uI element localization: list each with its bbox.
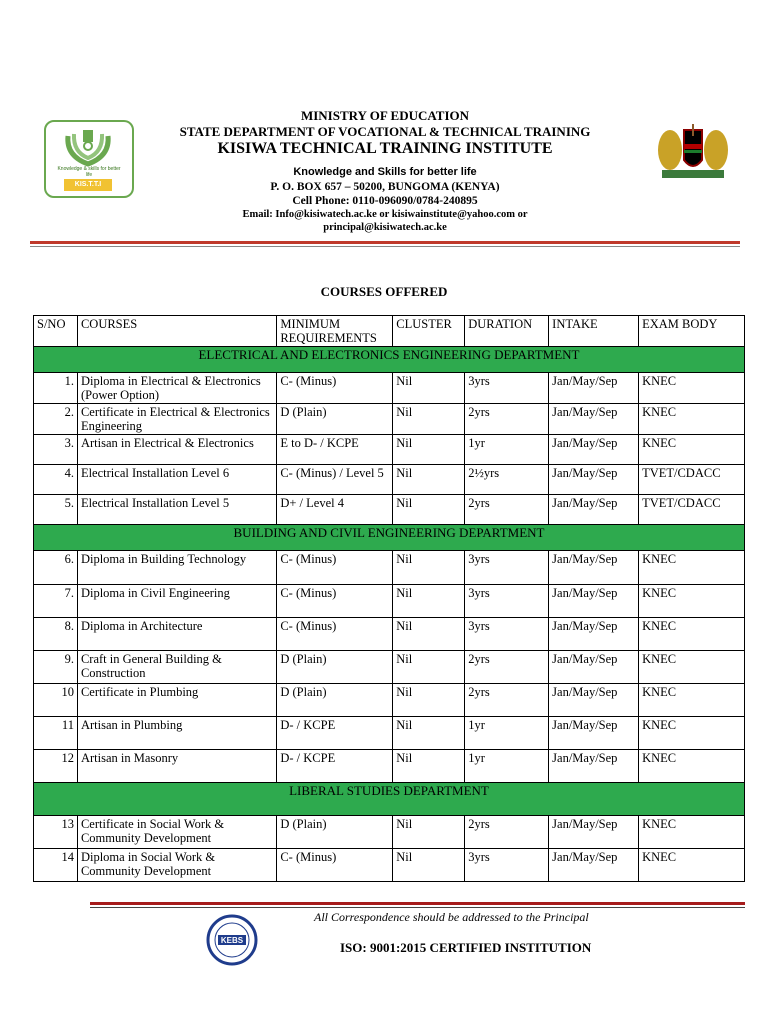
cell-cluster: Nil bbox=[393, 404, 465, 435]
cell-course: Diploma in Building Technology bbox=[77, 551, 276, 585]
slogan: Knowledge and Skills for better life bbox=[293, 166, 477, 178]
col-header-intake: INTAKE bbox=[549, 316, 639, 347]
cell-exam-body: KNEC bbox=[639, 651, 745, 684]
cell-requirement: D- / KCPE bbox=[277, 717, 393, 750]
cell-sno: 13 bbox=[34, 816, 78, 849]
col-header-requirements: MINIMUM REQUIREMENTS bbox=[277, 316, 393, 347]
cell-sno: 9. bbox=[34, 651, 78, 684]
table-row bbox=[34, 651, 745, 684]
cell-duration: 2yrs bbox=[465, 816, 549, 849]
cell-duration: 3yrs bbox=[465, 618, 549, 651]
cell-cluster: Nil bbox=[393, 585, 465, 618]
cell-cluster: Nil bbox=[393, 373, 465, 404]
cell-intake: Jan/May/Sep bbox=[549, 435, 639, 465]
state-department-title: STATE DEPARTMENT OF VOCATIONAL & TECHNICAL TRAINING bbox=[179, 124, 591, 139]
cell-duration: 1yr bbox=[465, 435, 549, 465]
table-row bbox=[34, 551, 745, 585]
cell-requirement: C- (Minus) bbox=[277, 618, 393, 651]
cell-exam-body: KNEC bbox=[639, 373, 745, 404]
cell-requirement: D (Plain) bbox=[277, 651, 393, 684]
cell-duration: 2yrs bbox=[465, 684, 549, 717]
cell-duration: 3yrs bbox=[465, 373, 549, 404]
cell-course: Diploma in Architecture bbox=[77, 618, 276, 651]
cell-sno: 8. bbox=[34, 618, 78, 651]
table-body bbox=[34, 347, 745, 882]
table-row bbox=[34, 618, 745, 651]
cell-cluster: Nil bbox=[393, 750, 465, 783]
cell-intake: Jan/May/Sep bbox=[549, 495, 639, 525]
courses-table bbox=[33, 315, 745, 882]
cell-cluster: Nil bbox=[393, 684, 465, 717]
cell-exam-body: KNEC bbox=[639, 816, 745, 849]
cell-cluster: Nil bbox=[393, 816, 465, 849]
cell-requirement: D (Plain) bbox=[277, 816, 393, 849]
cell-requirement: C- (Minus) / Level 5 bbox=[277, 465, 393, 495]
footer-rule-thin bbox=[90, 907, 745, 908]
email-line-2: principal@kisiwatech.ac.ke bbox=[323, 222, 447, 233]
cell-duration: 2yrs bbox=[465, 651, 549, 684]
table-row bbox=[34, 585, 745, 618]
col-header-duration: DURATION bbox=[465, 316, 549, 347]
department-name: BUILDING AND CIVIL ENGINEERING DEPARTMENT bbox=[34, 525, 745, 551]
cell-requirement: C- (Minus) bbox=[277, 551, 393, 585]
cell-duration: 1yr bbox=[465, 717, 549, 750]
table-row bbox=[34, 373, 745, 404]
cell-sno: 7. bbox=[34, 585, 78, 618]
cell-sno: 4. bbox=[34, 465, 78, 495]
cell-sno: 5. bbox=[34, 495, 78, 525]
cell-requirement: C- (Minus) bbox=[277, 585, 393, 618]
table-row bbox=[34, 849, 745, 882]
col-header-courses: COURSES bbox=[77, 316, 276, 347]
cell-duration: 2yrs bbox=[465, 404, 549, 435]
cell-duration: 2yrs bbox=[465, 495, 549, 525]
phone: Cell Phone: 0110-096090/0784-240895 bbox=[292, 195, 478, 207]
cell-intake: Jan/May/Sep bbox=[549, 373, 639, 404]
cell-cluster: Nil bbox=[393, 651, 465, 684]
cell-intake: Jan/May/Sep bbox=[549, 465, 639, 495]
cell-requirement: C- (Minus) bbox=[277, 849, 393, 882]
cell-exam-body: KNEC bbox=[639, 618, 745, 651]
cell-course: Artisan in Masonry bbox=[77, 750, 276, 783]
table-header-row bbox=[34, 316, 745, 347]
cell-exam-body: KNEC bbox=[639, 404, 745, 435]
cell-duration: 3yrs bbox=[465, 551, 549, 585]
cell-requirement: D+ / Level 4 bbox=[277, 495, 393, 525]
cell-sno: 6. bbox=[34, 551, 78, 585]
cell-cluster: Nil bbox=[393, 465, 465, 495]
cell-exam-body: KNEC bbox=[639, 551, 745, 585]
cell-sno: 1. bbox=[34, 373, 78, 404]
department-header-row bbox=[34, 783, 745, 816]
cell-sno: 11 bbox=[34, 717, 78, 750]
institute-logo bbox=[44, 120, 134, 198]
cell-requirement: C- (Minus) bbox=[277, 373, 393, 404]
cell-exam-body: KNEC bbox=[639, 684, 745, 717]
cell-intake: Jan/May/Sep bbox=[549, 551, 639, 585]
department-header-row bbox=[34, 525, 745, 551]
institute-name: KISIWA TECHNICAL TRAINING INSTITUTE bbox=[217, 140, 553, 157]
cell-course: Certificate in Electrical & Electronics Engineering bbox=[77, 404, 276, 435]
table-row bbox=[34, 684, 745, 717]
cell-intake: Jan/May/Sep bbox=[549, 750, 639, 783]
cell-cluster: Nil bbox=[393, 435, 465, 465]
cell-course: Electrical Installation Level 6 bbox=[77, 465, 276, 495]
table-row bbox=[34, 495, 745, 525]
cell-course: Certificate in Plumbing bbox=[77, 684, 276, 717]
table-row bbox=[34, 750, 745, 783]
cell-sno: 12 bbox=[34, 750, 78, 783]
cell-exam-body: TVET/CDACC bbox=[639, 465, 745, 495]
page-title: COURSES OFFERED bbox=[320, 284, 448, 299]
cell-course: Artisan in Electrical & Electronics bbox=[77, 435, 276, 465]
cell-duration: 2½yrs bbox=[465, 465, 549, 495]
header-rule bbox=[30, 241, 740, 244]
cell-cluster: Nil bbox=[393, 717, 465, 750]
cell-sno: 10 bbox=[34, 684, 78, 717]
department-name: ELECTRICAL AND ELECTRONICS ENGINEERING DEPARTMENT bbox=[34, 347, 745, 373]
department-header-row bbox=[34, 347, 745, 373]
cell-sno: 3. bbox=[34, 435, 78, 465]
cell-course: Diploma in Civil Engineering bbox=[77, 585, 276, 618]
cell-cluster: Nil bbox=[393, 849, 465, 882]
table-row bbox=[34, 816, 745, 849]
cell-intake: Jan/May/Sep bbox=[549, 684, 639, 717]
cell-requirement: D- / KCPE bbox=[277, 750, 393, 783]
cell-intake: Jan/May/Sep bbox=[549, 717, 639, 750]
cell-sno: 2. bbox=[34, 404, 78, 435]
cell-cluster: Nil bbox=[393, 618, 465, 651]
kebs-seal-icon bbox=[198, 914, 266, 966]
cell-exam-body: KNEC bbox=[639, 750, 745, 783]
cell-requirement: D (Plain) bbox=[277, 404, 393, 435]
department-name: LIBERAL STUDIES DEPARTMENT bbox=[34, 783, 745, 816]
table-row bbox=[34, 465, 745, 495]
cell-exam-body: KNEC bbox=[639, 717, 745, 750]
kebs-label: KEBS bbox=[220, 936, 244, 945]
cell-course: Diploma in Social Work & Community Development bbox=[77, 849, 276, 882]
table-row bbox=[34, 435, 745, 465]
col-header-cluster: CLUSTER bbox=[393, 316, 465, 347]
cell-duration: 3yrs bbox=[465, 849, 549, 882]
cell-requirement: D (Plain) bbox=[277, 684, 393, 717]
cell-sno: 14 bbox=[34, 849, 78, 882]
cell-requirement: E to D- / KCPE bbox=[277, 435, 393, 465]
cell-exam-body: KNEC bbox=[639, 435, 745, 465]
cell-duration: 1yr bbox=[465, 750, 549, 783]
cell-course: Artisan in Plumbing bbox=[77, 717, 276, 750]
cell-intake: Jan/May/Sep bbox=[549, 849, 639, 882]
col-header-sno: S/NO bbox=[34, 316, 78, 347]
cell-intake: Jan/May/Sep bbox=[549, 585, 639, 618]
cell-exam-body: KNEC bbox=[639, 585, 745, 618]
cell-cluster: Nil bbox=[393, 495, 465, 525]
correspondence-note: All Correspondence should be addressed to the Principal bbox=[314, 910, 589, 924]
ministry-title: MINISTRY OF EDUCATION bbox=[300, 108, 470, 123]
table-row bbox=[34, 717, 745, 750]
cell-exam-body: KNEC bbox=[639, 849, 745, 882]
email-line-1: Email: Info@kisiwatech.ac.ke or kisiwainstitute@yahoo.com or bbox=[242, 209, 528, 220]
address: P. O. BOX 657 – 50200, BUNGOMA (KENYA) bbox=[270, 181, 500, 193]
cell-intake: Jan/May/Sep bbox=[549, 816, 639, 849]
cell-intake: Jan/May/Sep bbox=[549, 618, 639, 651]
iso-certification: ISO: 9001:2015 CERTIFIED INSTITUTION bbox=[340, 940, 592, 955]
cell-course: Craft in General Building & Construction bbox=[77, 651, 276, 684]
cell-intake: Jan/May/Sep bbox=[549, 651, 639, 684]
footer-rule bbox=[90, 902, 745, 905]
col-header-exam-body: EXAM BODY bbox=[639, 316, 745, 347]
cell-exam-body: TVET/CDACC bbox=[639, 495, 745, 525]
table-row bbox=[34, 404, 745, 435]
cell-course: Electrical Installation Level 5 bbox=[77, 495, 276, 525]
header-rule-thin bbox=[30, 246, 740, 247]
cell-intake: Jan/May/Sep bbox=[549, 404, 639, 435]
coat-of-arms-icon bbox=[650, 120, 736, 182]
cell-cluster: Nil bbox=[393, 551, 465, 585]
logo-tag: KIS.T.T.I bbox=[64, 179, 112, 191]
cell-course: Diploma in Electrical & Electronics (Power Option) bbox=[77, 373, 276, 404]
logo-motto: Knowledge & skills for better life bbox=[57, 166, 121, 178]
cell-course: Certificate in Social Work & Community Development bbox=[77, 816, 276, 849]
cell-duration: 3yrs bbox=[465, 585, 549, 618]
